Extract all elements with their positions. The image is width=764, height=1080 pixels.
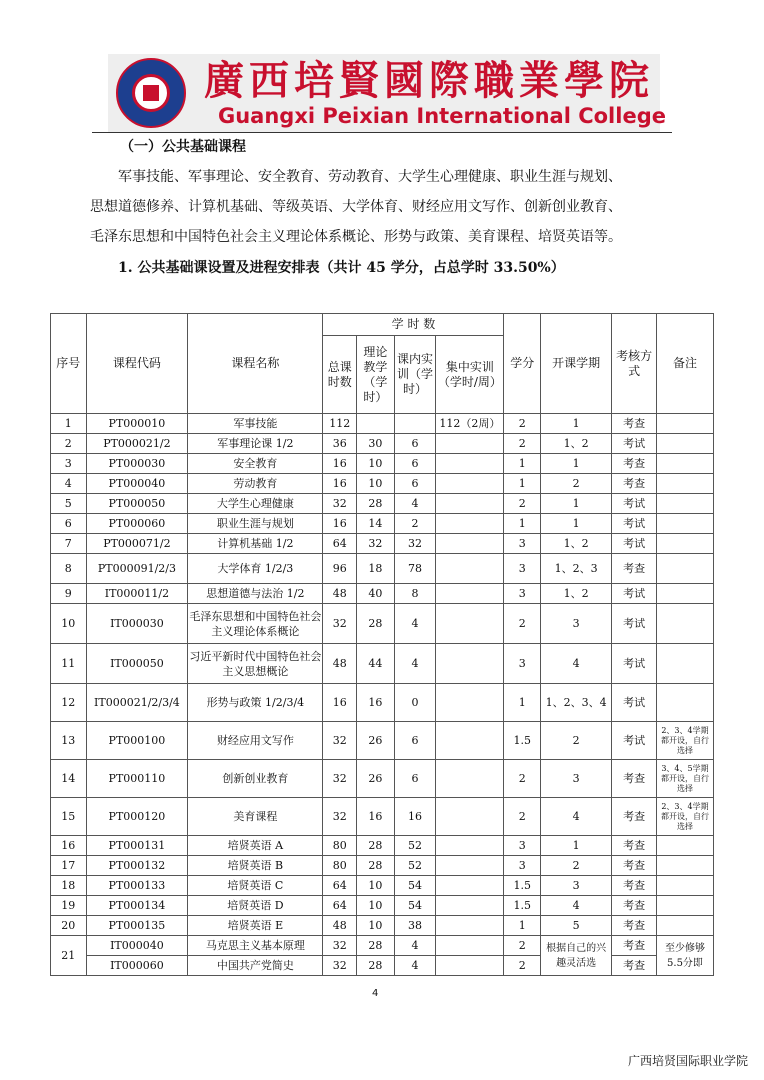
cell-seq: 18 [51, 876, 87, 896]
cell-remark [656, 554, 713, 584]
cell-name: 军事技能 [188, 414, 323, 434]
cell-theory: 10 [357, 454, 395, 474]
cell-remark [656, 454, 713, 474]
cell-theory [357, 414, 395, 434]
cell-assess: 考试 [612, 434, 657, 454]
cell-theory: 28 [357, 936, 395, 956]
cell-theory: 26 [357, 760, 395, 798]
cell-remark: 2、3、4学期都开设，自行选择 [656, 722, 713, 760]
cell-total: 32 [323, 604, 357, 644]
cell-assess: 考试 [612, 722, 657, 760]
cell-credit: 2 [504, 494, 541, 514]
cell-intensive [436, 514, 504, 534]
cell-code: PT000021/2 [86, 434, 188, 454]
header-theory: 理论教学（学时） [357, 336, 395, 414]
header-hours: 学 时 数 [323, 314, 504, 336]
cell-code: PT000135 [86, 916, 188, 936]
cell-total: 32 [323, 798, 357, 836]
cell-code: PT000132 [86, 856, 188, 876]
cell-credit: 3 [504, 856, 541, 876]
table-row [51, 474, 714, 494]
cell-name: 培贤英语 C [188, 876, 323, 896]
cell-semester: 1、2、3、4 [541, 684, 612, 722]
cell-remark [656, 644, 713, 684]
cell-seq: 10 [51, 604, 87, 644]
cell-assess: 考查 [612, 798, 657, 836]
cell-theory: 30 [357, 434, 395, 454]
cell-name: 劳动教育 [188, 474, 323, 494]
cell-seq: 3 [51, 454, 87, 474]
cell-practice: 4 [394, 644, 436, 684]
cell-assess: 考试 [612, 644, 657, 684]
cell-practice: 2 [394, 514, 436, 534]
table-row [51, 514, 714, 534]
cell-seq: 20 [51, 916, 87, 936]
cell-theory: 44 [357, 644, 395, 684]
cell-practice: 0 [394, 684, 436, 722]
cell-total: 36 [323, 434, 357, 454]
cell-name: 习近平新时代中国特色社会主义思想概论 [188, 644, 323, 684]
cell-code: PT000050 [86, 494, 188, 514]
cell-credit: 1 [504, 474, 541, 494]
cell-semester: 2 [541, 856, 612, 876]
header-name: 课程名称 [188, 314, 323, 414]
emblem-center [132, 74, 170, 112]
cell-assess: 考试 [612, 534, 657, 554]
cell-semester: 4 [541, 896, 612, 916]
cell-theory: 10 [357, 876, 395, 896]
cell-remark [656, 684, 713, 722]
cell-name: 培贤英语 D [188, 896, 323, 916]
cell-seq: 16 [51, 836, 87, 856]
cell-code: IT000021/2/3/4 [86, 684, 188, 722]
cell-code: IT000050 [86, 644, 188, 684]
cell-remark [656, 856, 713, 876]
cell-total: 16 [323, 474, 357, 494]
cell-theory: 26 [357, 722, 395, 760]
header-divider [92, 132, 672, 133]
cell-credit: 1.5 [504, 896, 541, 916]
college-emblem-icon [116, 58, 186, 128]
cell-name: 计算机基础 1/2 [188, 534, 323, 554]
cell-name: 军事理论课 1/2 [188, 434, 323, 454]
cell-total: 16 [323, 454, 357, 474]
cell-theory: 28 [357, 494, 395, 514]
cell-assess: 考查 [612, 836, 657, 856]
cell-total: 32 [323, 722, 357, 760]
cell-intensive [436, 434, 504, 454]
cell-semester: 根据自己的兴趣灵活选 [541, 936, 612, 976]
cell-semester: 5 [541, 916, 612, 936]
cell-assess: 考查 [612, 474, 657, 494]
cell-name: 培贤英语 B [188, 856, 323, 876]
cell-code: PT000010 [86, 414, 188, 434]
cell-seq: 8 [51, 554, 87, 584]
header-assess: 考核方式 [612, 314, 657, 414]
cell-total: 96 [323, 554, 357, 584]
table-row [51, 414, 714, 434]
cell-total: 48 [323, 584, 357, 604]
cell-semester: 1 [541, 836, 612, 856]
cell-seq: 15 [51, 798, 87, 836]
header-seq: 序号 [51, 314, 87, 414]
cell-theory: 16 [357, 798, 395, 836]
cell-practice: 54 [394, 896, 436, 916]
cell-total: 112 [323, 414, 357, 434]
cell-name: 美育课程 [188, 798, 323, 836]
cell-assess: 考试 [612, 584, 657, 604]
cell-assess: 考查 [612, 760, 657, 798]
cell-remark [656, 474, 713, 494]
cell-credit: 3 [504, 644, 541, 684]
intro-line-3: 毛泽东思想和中国特色社会主义理论体系概论、形势与政策、美育课程、培贤英语等。 [90, 229, 622, 245]
cell-remark [656, 414, 713, 434]
cell-code: IT000060 [86, 956, 188, 976]
cell-practice: 6 [394, 454, 436, 474]
cell-practice: 38 [394, 916, 436, 936]
cell-theory: 28 [357, 604, 395, 644]
cell-name: 大学体育 1/2/3 [188, 554, 323, 584]
cell-practice: 4 [394, 956, 436, 976]
cell-credit: 1.5 [504, 876, 541, 896]
table-row [51, 644, 714, 684]
cell-code: PT000030 [86, 454, 188, 474]
cell-code: PT000071/2 [86, 534, 188, 554]
cell-seq: 17 [51, 856, 87, 876]
cell-seq: 9 [51, 584, 87, 604]
cell-seq: 5 [51, 494, 87, 514]
cell-intensive: 112（2周） [436, 414, 504, 434]
cell-total: 16 [323, 684, 357, 722]
cell-code: PT000110 [86, 760, 188, 798]
cell-credit: 2 [504, 604, 541, 644]
cell-theory: 28 [357, 836, 395, 856]
emblem-core [143, 85, 159, 101]
cell-code: IT000040 [86, 936, 188, 956]
cell-total: 80 [323, 836, 357, 856]
table-row [51, 936, 714, 956]
cell-intensive [436, 644, 504, 684]
cell-credit: 1 [504, 514, 541, 534]
cell-code: IT000030 [86, 604, 188, 644]
cell-theory: 10 [357, 474, 395, 494]
cell-seq: 2 [51, 434, 87, 454]
cell-theory: 18 [357, 554, 395, 584]
table-row [51, 856, 714, 876]
cell-remark: 3、4、5学期都开设，自行选择 [656, 760, 713, 798]
cell-remark [656, 584, 713, 604]
cell-name: 创新创业教育 [188, 760, 323, 798]
cell-intensive [436, 798, 504, 836]
cell-credit: 2 [504, 798, 541, 836]
cell-seq: 13 [51, 722, 87, 760]
cell-seq: 19 [51, 896, 87, 916]
header-credit: 学分 [504, 314, 541, 414]
cell-total: 32 [323, 760, 357, 798]
table-row [51, 604, 714, 644]
cell-remark [656, 434, 713, 454]
cell-credit: 1 [504, 684, 541, 722]
cell-name: 中国共产党简史 [188, 956, 323, 976]
cell-theory: 28 [357, 956, 395, 976]
college-banner [108, 54, 666, 132]
cell-assess: 考试 [612, 604, 657, 644]
cell-theory: 40 [357, 584, 395, 604]
cell-semester: 4 [541, 798, 612, 836]
cell-name: 马克思主义基本原理 [188, 936, 323, 956]
cell-assess: 考查 [612, 916, 657, 936]
table-row [51, 836, 714, 856]
cell-code: PT000134 [86, 896, 188, 916]
cell-assess: 考查 [612, 956, 657, 976]
cell-semester: 1 [541, 514, 612, 534]
cell-practice: 4 [394, 604, 436, 644]
table-row [51, 454, 714, 474]
cell-remark [656, 896, 713, 916]
cell-assess: 考查 [612, 414, 657, 434]
cell-assess: 考查 [612, 936, 657, 956]
course-table [50, 313, 714, 976]
cell-semester: 1 [541, 494, 612, 514]
cell-credit: 3 [504, 836, 541, 856]
cell-assess: 考试 [612, 514, 657, 534]
cell-intensive [436, 760, 504, 798]
cell-code: PT000133 [86, 876, 188, 896]
cell-semester: 2 [541, 474, 612, 494]
cell-practice: 32 [394, 534, 436, 554]
cell-total: 64 [323, 534, 357, 554]
cell-credit: 2 [504, 414, 541, 434]
cell-name: 培贤英语 A [188, 836, 323, 856]
header-code: 课程代码 [86, 314, 188, 414]
cell-assess: 考试 [612, 684, 657, 722]
cell-code: IT000011/2 [86, 584, 188, 604]
header-practice: 课内实训（学时） [394, 336, 436, 414]
cell-intensive [436, 956, 504, 976]
page-number: 4 [372, 988, 379, 999]
cell-code: PT000120 [86, 798, 188, 836]
college-name-en: Guangxi Peixian International College [218, 104, 666, 128]
table-row [51, 916, 714, 936]
cell-practice: 6 [394, 722, 436, 760]
cell-intensive [436, 916, 504, 936]
table-row [51, 760, 714, 798]
table-row [51, 956, 714, 976]
cell-theory: 16 [357, 684, 395, 722]
cell-practice: 6 [394, 434, 436, 454]
cell-total: 80 [323, 856, 357, 876]
cell-remark [656, 534, 713, 554]
cell-name: 财经应用文写作 [188, 722, 323, 760]
cell-practice [394, 414, 436, 434]
cell-credit: 3 [504, 534, 541, 554]
cell-semester: 3 [541, 876, 612, 896]
cell-total: 64 [323, 896, 357, 916]
cell-practice: 54 [394, 876, 436, 896]
cell-credit: 1 [504, 454, 541, 474]
intro-line-2: 思想道德修养、计算机基础、等级英语、大学体育、财经应用文写作、创新创业教育、 [90, 199, 622, 215]
cell-credit: 3 [504, 554, 541, 584]
intro-line-1: 军事技能、军事理论、安全教育、劳动教育、大学生心理健康、职业生涯与规划、 [118, 169, 622, 185]
cell-total: 48 [323, 644, 357, 684]
cell-total: 16 [323, 514, 357, 534]
cell-assess: 考查 [612, 554, 657, 584]
cell-total: 48 [323, 916, 357, 936]
table-row [51, 584, 714, 604]
header-total: 总课时数 [323, 336, 357, 414]
cell-intensive [436, 936, 504, 956]
cell-semester: 1、2、3 [541, 554, 612, 584]
cell-intensive [436, 554, 504, 584]
header-row-1 [51, 314, 714, 336]
cell-remark [656, 604, 713, 644]
cell-intensive [436, 534, 504, 554]
cell-practice: 6 [394, 760, 436, 798]
cell-total: 32 [323, 936, 357, 956]
table-row [51, 722, 714, 760]
table-row [51, 494, 714, 514]
table-row [51, 534, 714, 554]
cell-practice: 52 [394, 856, 436, 876]
cell-credit: 2 [504, 434, 541, 454]
cell-practice: 4 [394, 494, 436, 514]
cell-credit: 2 [504, 760, 541, 798]
cell-name: 毛泽东思想和中国特色社会主义理论体系概论 [188, 604, 323, 644]
cell-name: 培贤英语 E [188, 916, 323, 936]
cell-remark [656, 916, 713, 936]
cell-practice: 8 [394, 584, 436, 604]
cell-code: PT000100 [86, 722, 188, 760]
cell-practice: 16 [394, 798, 436, 836]
cell-name: 安全教育 [188, 454, 323, 474]
cell-name: 形势与政策 1/2/3/4 [188, 684, 323, 722]
footer-college-name: 广西培贤国际职业学院 [627, 1054, 748, 1068]
cell-semester: 1、2 [541, 584, 612, 604]
cell-seq: 6 [51, 514, 87, 534]
cell-practice: 52 [394, 836, 436, 856]
cell-semester: 1、2 [541, 434, 612, 454]
cell-assess: 考试 [612, 494, 657, 514]
cell-remark [656, 836, 713, 856]
cell-intensive [436, 896, 504, 916]
table-title: 1. 公共基础课设置及进程安排表（共计 45 学分，占总学时 33.50%） [118, 260, 565, 276]
cell-intensive [436, 722, 504, 760]
cell-seq: 14 [51, 760, 87, 798]
cell-seq: 11 [51, 644, 87, 684]
table-row [51, 798, 714, 836]
cell-practice: 78 [394, 554, 436, 584]
cell-intensive [436, 494, 504, 514]
cell-code: PT000131 [86, 836, 188, 856]
table-row [51, 896, 714, 916]
header-semester: 开课学期 [541, 314, 612, 414]
cell-intensive [436, 684, 504, 722]
cell-theory: 10 [357, 896, 395, 916]
cell-semester: 3 [541, 604, 612, 644]
header-intensive: 集中实训（学时/周） [436, 336, 504, 414]
table-row [51, 554, 714, 584]
cell-total: 64 [323, 876, 357, 896]
table-row [51, 876, 714, 896]
cell-semester: 3 [541, 760, 612, 798]
cell-remark [656, 494, 713, 514]
cell-remark: 至少修够5.5分即 [656, 936, 713, 976]
cell-assess: 考查 [612, 856, 657, 876]
college-name-cn: 廣西培賢國際職業學院 [204, 57, 654, 104]
cell-credit: 1.5 [504, 722, 541, 760]
cell-seq: 12 [51, 684, 87, 722]
cell-remark [656, 514, 713, 534]
cell-name: 大学生心理健康 [188, 494, 323, 514]
cell-theory: 32 [357, 534, 395, 554]
cell-seq: 4 [51, 474, 87, 494]
cell-intensive [436, 856, 504, 876]
cell-intensive [436, 876, 504, 896]
cell-intensive [436, 584, 504, 604]
cell-semester: 1、2 [541, 534, 612, 554]
cell-code: PT000091/2/3 [86, 554, 188, 584]
cell-code: PT000060 [86, 514, 188, 534]
cell-semester: 1 [541, 454, 612, 474]
cell-assess: 考查 [612, 896, 657, 916]
cell-theory: 14 [357, 514, 395, 534]
table-row [51, 684, 714, 722]
cell-credit: 1 [504, 916, 541, 936]
cell-remark [656, 876, 713, 896]
cell-intensive [436, 474, 504, 494]
cell-name: 思想道德与法治 1/2 [188, 584, 323, 604]
cell-intensive [436, 604, 504, 644]
cell-practice: 6 [394, 474, 436, 494]
cell-remark: 2、3、4学期都开设，自行选择 [656, 798, 713, 836]
cell-assess: 考查 [612, 876, 657, 896]
cell-total: 32 [323, 494, 357, 514]
cell-credit: 2 [504, 956, 541, 976]
cell-credit: 2 [504, 936, 541, 956]
section-title: （一）公共基础课程 [120, 139, 246, 155]
cell-practice: 4 [394, 936, 436, 956]
cell-seq: 7 [51, 534, 87, 554]
table-row [51, 434, 714, 454]
cell-code: PT000040 [86, 474, 188, 494]
cell-seq: 1 [51, 414, 87, 434]
cell-intensive [436, 454, 504, 474]
cell-semester: 4 [541, 644, 612, 684]
cell-semester: 2 [541, 722, 612, 760]
cell-credit: 3 [504, 584, 541, 604]
cell-name: 职业生涯与规划 [188, 514, 323, 534]
cell-semester: 1 [541, 414, 612, 434]
cell-theory: 10 [357, 916, 395, 936]
cell-theory: 28 [357, 856, 395, 876]
cell-intensive [436, 836, 504, 856]
cell-total: 32 [323, 956, 357, 976]
cell-seq: 21 [51, 936, 87, 976]
header-remark: 备注 [656, 314, 713, 414]
cell-assess: 考查 [612, 454, 657, 474]
